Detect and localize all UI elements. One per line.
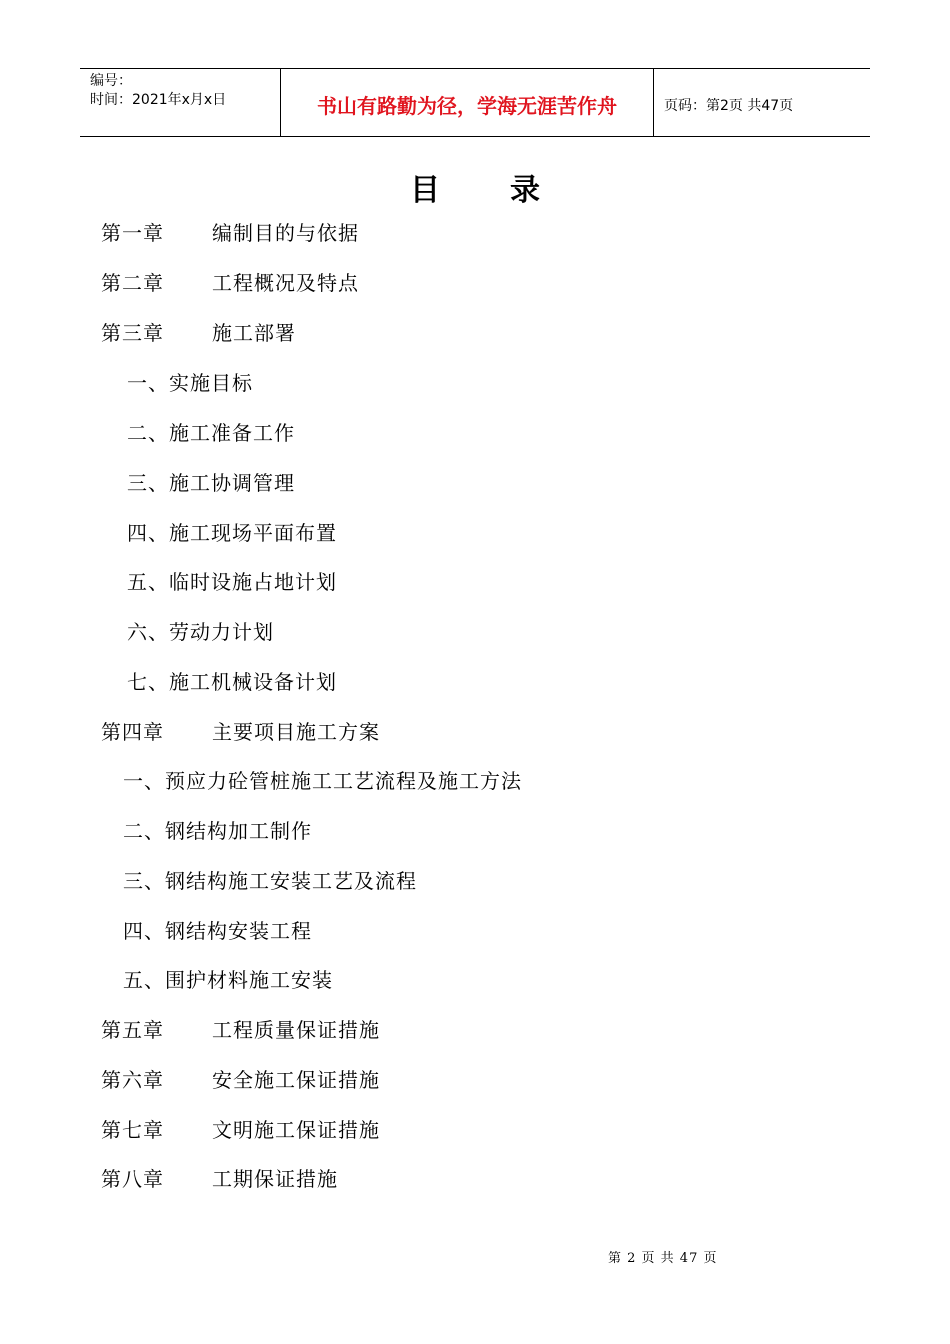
toc-item-label: 工程质量保证措施	[212, 1018, 380, 1042]
toc-item-number: 五、	[127, 570, 169, 594]
toc-item[interactable]	[127, 619, 274, 645]
toc-item[interactable]	[127, 669, 337, 695]
page-footer: 第 2 页 共 47 页	[608, 1251, 718, 1266]
toc-item-number: 二、	[123, 819, 165, 843]
toc-item[interactable]	[123, 967, 333, 993]
toc-item[interactable]	[101, 719, 380, 745]
toc-item[interactable]	[127, 470, 295, 496]
toc-item-number: 一、	[127, 371, 169, 395]
toc-item[interactable]	[101, 1166, 338, 1192]
toc-item-label: 预应力砼管桩施工工艺流程及施工方法	[165, 769, 522, 793]
toc-item-label: 围护材料施工安装	[165, 968, 333, 992]
toc-item-number: 第五章	[101, 1018, 164, 1042]
toc-item-label: 劳动力计划	[169, 620, 274, 644]
toc-item-label: 工期保证措施	[212, 1167, 338, 1191]
toc-item[interactable]	[123, 868, 417, 894]
toc-item[interactable]	[127, 370, 253, 396]
toc-item-number: 第四章	[101, 720, 164, 744]
toc-item[interactable]	[101, 1017, 380, 1043]
header-page-info: 页码：第2页 共47页	[664, 97, 794, 114]
toc-item-number: 第二章	[101, 271, 164, 295]
toc-item[interactable]	[127, 420, 295, 446]
toc-item[interactable]	[101, 220, 359, 246]
toc-item-label: 施工部署	[212, 321, 296, 345]
toc-item-label: 实施目标	[169, 371, 253, 395]
toc-item-number: 四、	[123, 919, 165, 943]
toc-item-label: 临时设施占地计划	[169, 570, 337, 594]
toc-item-number: 三、	[123, 869, 165, 893]
toc-item-number: 第七章	[101, 1118, 164, 1142]
toc-item[interactable]	[101, 320, 296, 346]
toc-item-label: 钢结构加工制作	[165, 819, 312, 843]
toc-item-label: 工程概况及特点	[212, 271, 359, 295]
toc-item-label: 钢结构施工安装工艺及流程	[165, 869, 417, 893]
toc-item-number: 七、	[127, 670, 169, 694]
header-motto: 书山有路勤为径，学海无涯苦作舟	[281, 69, 654, 136]
toc-item-label: 主要项目施工方案	[212, 720, 380, 744]
toc-item[interactable]	[123, 818, 312, 844]
toc-item-number: 第三章	[101, 321, 164, 345]
toc-item-label: 钢结构安装工程	[165, 919, 312, 943]
toc-item[interactable]	[123, 768, 522, 794]
toc-item[interactable]	[101, 270, 359, 296]
toc-item-label: 施工协调管理	[169, 471, 295, 495]
toc-item-number: 四、	[127, 521, 169, 545]
toc-item-label: 施工准备工作	[169, 421, 295, 445]
toc-item-number: 第一章	[101, 221, 164, 245]
toc-item-number: 三、	[127, 471, 169, 495]
toc-item-label: 文明施工保证措施	[212, 1118, 380, 1142]
toc-item-label: 施工现场平面布置	[169, 521, 337, 545]
toc-item-label: 编制目的与依据	[212, 221, 359, 245]
toc-item[interactable]	[123, 918, 312, 944]
toc-item[interactable]	[127, 520, 337, 546]
number-label: 编号：	[90, 73, 132, 89]
toc-item[interactable]	[127, 569, 337, 595]
toc-item-number: 五、	[123, 968, 165, 992]
title-char-1: 目	[410, 173, 440, 208]
toc-item-number: 六、	[127, 620, 169, 644]
toc-item-number: 二、	[127, 421, 169, 445]
toc-item-label: 施工机械设备计划	[169, 670, 337, 694]
toc-item-label: 安全施工保证措施	[212, 1068, 380, 1092]
toc-item[interactable]	[101, 1117, 380, 1143]
toc-item-number: 第六章	[101, 1068, 164, 1092]
time-label: 时间：2021年x月x日	[90, 92, 227, 108]
title-char-2: 录	[510, 173, 540, 208]
toc-item[interactable]	[101, 1067, 380, 1093]
toc-item-number: 一、	[123, 769, 165, 793]
toc-item-number: 第八章	[101, 1167, 164, 1191]
